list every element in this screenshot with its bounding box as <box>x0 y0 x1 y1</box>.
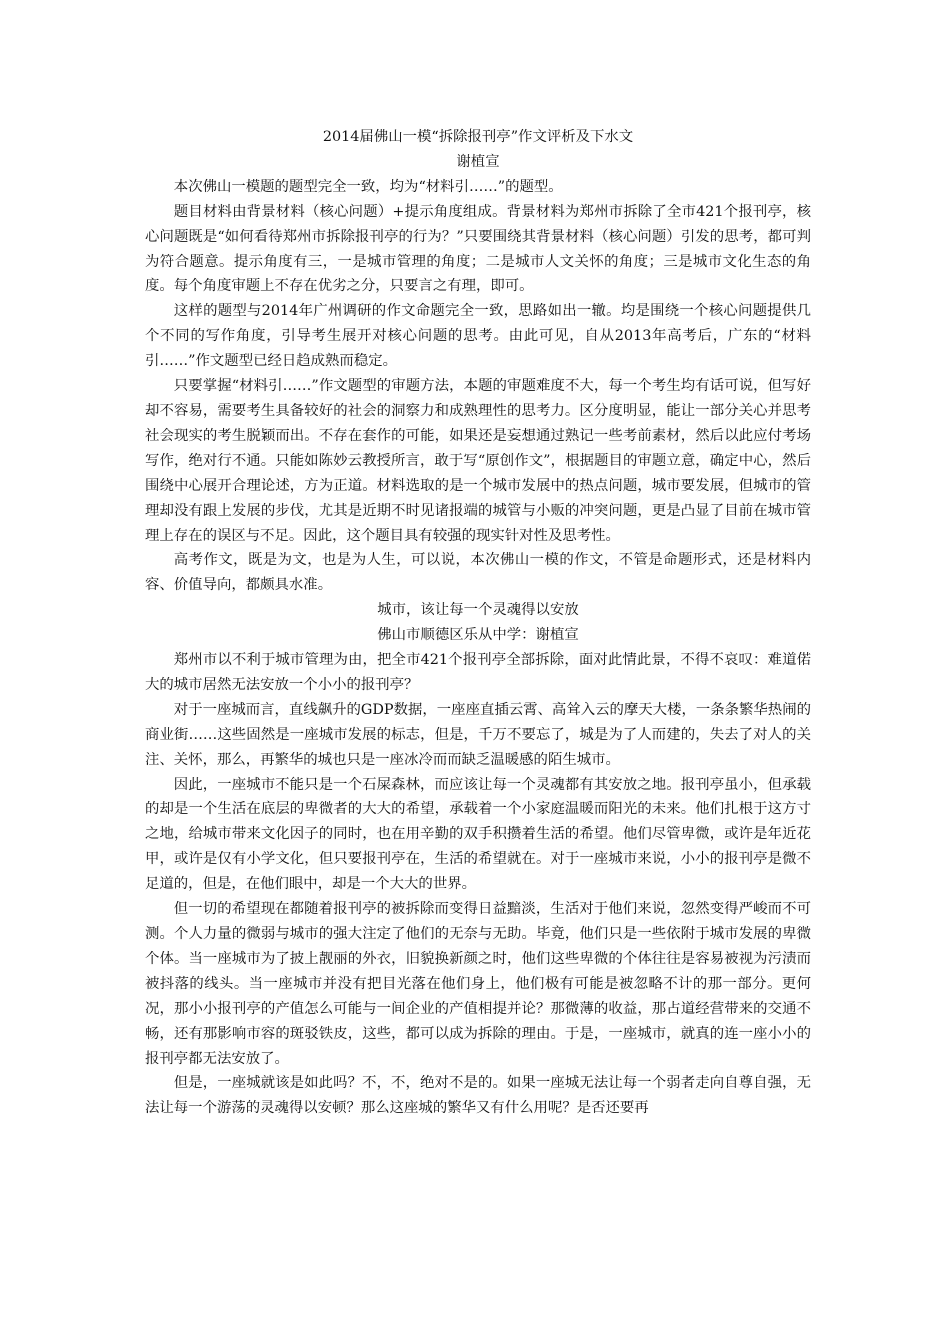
essay-paragraph: 但一切的希望现在都随着报刊亭的被拆除而变得日益黯淡，生活对于他们来说，忽然变得严峻而不可测。个人力量的微弱与城市的强大注定了他们的无奈与无助。毕竟，他们只是一些依附于城市发展的卑微个体。当一座城市为了披上靓丽的外衣，旧貌换新颜之时，他们这些卑微的个体往往是容易被视为污渍而被抖落的线头。当一座城市并没有把目光落在他们身上，他们极有可能是被忽略不计的那一部分。更何况，那小小报刊亭的产值怎么可能与一间企业的产值相提并论？那微薄的收益，那占道经营带来的交通不畅，还有那影响市容的斑驳铁皮，这些，都可以成为拆除的理由。于是，一座城市，就真的连一座小小的报刊亭都无法安放了。 <box>145 901 811 1067</box>
essay-paragraph: 对于一座城而言，直线飙升的GDP数据，一座座直插云霄、高耸入云的摩天大楼，一条条繁华热闹的商业街……这些固然是一座城市发展的标志，但是，千万不要忘了，城是为了人而建的，失去了对人的关注、关怀，那么，再繁华的城也只是一座冰冷而而缺乏温暖感的陌生城市。 <box>145 701 811 768</box>
essay-paragraph: 郑州市以不利于城市管理为由，把全市421个报刊亭全部拆除，面对此情此景，不得不哀叹：难道偌大的城市居然无法安放一个小小的报刊亭？ <box>145 652 811 693</box>
analysis-paragraph: 只要掌握“材料引……”作文题型的审题方法，本题的审题难度不大，每一个考生均有话可说，但写好却不容易，需要考生具备较好的社会的洞察力和成熟理性的思考力。区分度明显，能让一部分关心并思考社会现实的考生脱颖而出。不存在套作的可能，如果还是妄想通过熟记一些考前素材，然后以此应付考场写作，绝对行不通。只能如陈妙云教授所言，敢于写“原创作文”，根据题目的审题立意，确定中心，然后围绕中心展开合理论述，方为正道。材料选取的是一个城市发展中的热点问题，城市要发展，但城市的管理却没有跟上发展的步伐，尤其是近期不时见诸报端的城管与小贩的冲突问题，更是凸显了目前在城市管理上存在的误区与不足。因此，这个题目具有较强的现实针对性及思考性。 <box>145 378 811 544</box>
analysis-paragraph: 题目材料由背景材料（核心问题）+提示角度组成。背景材料为郑州市拆除了全市421个报刊亭，核心问题既是“如何看待郑州市拆除报刊亭的行为？”只要围绕其背景材料（核心问题）引发的思考，都可判为符合题意。提示角度有三，一是城市管理的角度；二是城市人文关怀的角度；三是城市文化生态的角度。每个角度审题上不存在优劣之分，只要言之有理，即可。 <box>145 203 811 295</box>
essay-paragraph: 但是，一座城就该是如此吗？不，不，绝对不是的。如果一座城无法让每一个弱者走向自尊自强，无法让每一个游荡的灵魂得以安顿？那么这座城的繁华又有什么用呢？是否还要再 <box>145 1075 811 1117</box>
analysis-paragraph: 高考作文，既是为文，也是为人生，可以说，本次佛山一模的作文，不管是命题形式，还是材料内容、价值导向，都颇具水准。 <box>145 552 811 594</box>
document-title: 2014届佛山一模“拆除报刊亭”作文评析及下水文 <box>322 129 634 145</box>
analysis-paragraph: 本次佛山一模题的题型完全一致，均为“材料引……”的题型。 <box>173 178 563 195</box>
document-author: 谢植宣 <box>456 153 500 170</box>
document-page <box>145 125 811 1121</box>
essay-author: 佛山市顺德区乐从中学：谢植宣 <box>377 627 579 644</box>
analysis-paragraph: 这样的题型与2014年广州调研的作文命题完全一致，思路如出一辙。均是围绕一个核心问题提供几个不同的写作角度，引导考生展开对核心问题的思考。由此可见，自从2013年高考后，广东的“材料引……”作文题型已经日趋成熟而稳定。 <box>145 303 811 370</box>
essay-title: 城市，该让每一个灵魂得以安放 <box>377 602 579 619</box>
essay-paragraph: 因此，一座城市不能只是一个石屎森林，而应该让每一个灵魂都有其安放之地。报刊亭虽小，但承载的却是一个生活在底层的卑微者的大大的希望，承载着一个小家庭温暖而阳光的未来。他们扎根于这方寸之地，给城市带来文化因子的同时，也在用辛勤的双手积攒着生活的希望。他们尽管卑微，或许是年近花甲，或许是仅有小学文化，但只要报刊亭在，生活的希望就在。对于一座城市来说，小小的报刊亭是微不足道的，但是，在他们眼中，却是一个大大的世界。 <box>145 776 811 893</box>
